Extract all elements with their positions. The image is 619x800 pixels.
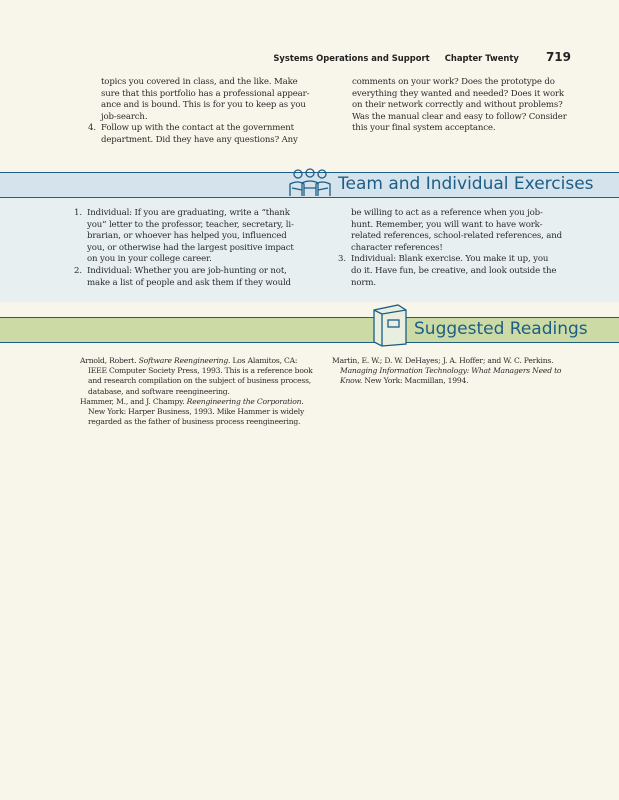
continued-item-2 <box>338 208 570 254</box>
running-header <box>0 46 571 64</box>
text-line: Follow up with the contact at the government <box>101 123 294 134</box>
text-line: on their network correctly and without problems? <box>352 100 563 111</box>
text-line: norm. <box>351 277 376 288</box>
text-line: related references, school-related references, and <box>351 231 563 242</box>
text-line: job-search. <box>101 111 148 122</box>
text-line: Individual: Whether you are job-hunting or not, <box>87 265 287 276</box>
page-number: 719 <box>545 50 571 64</box>
text-line: comments on your work? Does the prototype do <box>352 77 555 87</box>
text-line: everything they wanted and needed? Does it work <box>352 88 564 99</box>
text-line: character references! <box>351 242 443 253</box>
ref-title: Software Reengineering. <box>138 356 231 365</box>
item-number: 4. <box>88 123 96 134</box>
reference-entry <box>80 356 316 397</box>
team-right-column <box>338 208 570 289</box>
top-right-column <box>352 77 574 135</box>
item-number: 3. <box>338 254 346 265</box>
section-title: Team and Individual Exercises <box>338 174 594 194</box>
references-left-column <box>80 356 316 427</box>
ref-details: New York: Macmillan, 1994. <box>362 376 469 386</box>
text-line: be willing to act as a reference when you job- <box>351 208 543 218</box>
text-line: department. Did they have any questions? Any <box>101 134 298 145</box>
list-item-3 <box>338 254 570 289</box>
references-right-column <box>332 356 572 387</box>
text-line: this your final system acceptance. <box>352 123 496 134</box>
people-reading-icon <box>284 166 336 202</box>
text-line: you” letter to the professor, teacher, secretary, li- <box>87 219 294 230</box>
text-line: sure that this portfolio has a professional appear- <box>101 88 310 99</box>
item-number: 1. <box>74 208 82 218</box>
list-item-1 <box>74 208 316 266</box>
reference-entry <box>80 397 316 428</box>
ref-details: New York: Harper Business, 1993. Mike Hammer is widely regarded as the father of business process reengineering. <box>88 407 305 427</box>
ref-title: Reengineering the Corporation. <box>186 396 304 406</box>
text-line: make a list of people and ask them if they would <box>87 277 291 288</box>
text-line: hunt. Remember, you will want to have work- <box>351 219 543 230</box>
text-line: topics you covered in class, and the like. Make <box>101 77 298 87</box>
reference-entry <box>332 356 572 387</box>
team-left-column <box>74 208 316 289</box>
text-line: brarian, or whoever has helped you, influenced <box>87 231 287 242</box>
text-line: do it. Have fun, be creative, and look outside the <box>351 265 557 276</box>
list-item-4 <box>88 123 310 146</box>
book-icon <box>368 302 412 348</box>
header-section-title: Systems Operations and Support <box>273 53 430 63</box>
text-line: ance and is bound. This is for you to keep as you <box>101 100 306 111</box>
text-line: Individual: If you are graduating, write a “thank <box>87 208 290 218</box>
continued-item-3 <box>88 77 310 123</box>
ref-title: Managing Information Technology: What Managers Need to Know. <box>340 366 562 386</box>
section-title: Suggested Readings <box>414 319 588 339</box>
text-line: you, or otherwise had the largest positive impact <box>87 242 294 253</box>
text-line: Individual: Blank exercise. You make it up, you <box>351 254 549 265</box>
item-number: 2. <box>74 265 82 276</box>
list-item-2 <box>74 266 316 289</box>
top-left-column <box>88 77 310 147</box>
ref-author: Hammer, M., and J. Champy. <box>80 396 187 406</box>
header-chapter: Chapter Twenty <box>444 53 519 63</box>
ref-author: Martin, E. W.; D. W. DeHayes; J. A. Hoffer; and W. C. Perkins. <box>332 356 554 365</box>
ref-author: Arnold, Robert. <box>80 356 139 365</box>
ref-details: Los Alamitos, CA: IEEE Computer Society Press, 1993. This is a reference book and research compilation on the subject of business process, database, and software reengineering. <box>88 356 313 396</box>
text-line: on you in your college career. <box>87 254 212 265</box>
text-line: Was the manual clear and easy to follow? Consider <box>352 111 567 122</box>
